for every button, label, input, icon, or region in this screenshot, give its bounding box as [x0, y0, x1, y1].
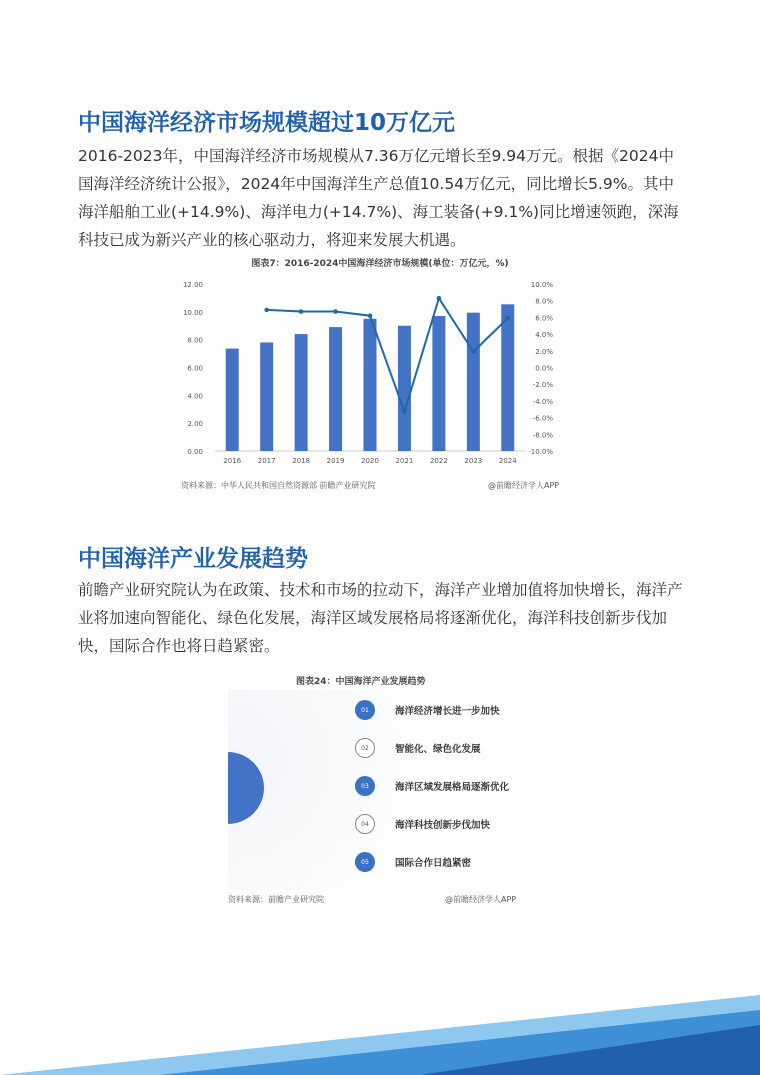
bar: [501, 304, 514, 451]
bar: [432, 316, 445, 451]
growth-point: [333, 309, 338, 314]
bar: [226, 349, 239, 451]
left-tick-label: 10.00: [182, 308, 203, 317]
chart-credit: @前瞻经济学人APP: [488, 481, 560, 490]
right-tick-label: 6.0%: [535, 314, 553, 323]
x-tick-label: 2020: [361, 457, 379, 465]
bar: [295, 334, 308, 451]
x-tick-label: 2018: [292, 457, 311, 465]
trend-label: 海洋经济增长进一步加快: [395, 706, 500, 717]
right-tick-label: 4.0%: [535, 331, 553, 340]
trend-item: [355, 852, 471, 872]
figure24-source: 资料来源：前瞻产业研究院: [228, 895, 324, 904]
trend-number-badge: 04: [355, 814, 375, 834]
x-tick-label: 2021: [395, 457, 414, 465]
x-tick-label: 2019: [326, 457, 345, 465]
growth-point: [368, 313, 373, 318]
right-tick-label: -6.0%: [532, 414, 553, 423]
section-body-trends: 前瞻产业研究院认为在政策、技术和市场的拉动下，海洋产业增加值将加快增长，海洋产业将加速向智能化、绿色化发展，海洋区域发展格局将逐渐优化，海洋科技创新步伐加快，国际合作也将日趋紧密。: [78, 581, 683, 655]
left-tick-label: 12.00: [182, 281, 203, 289]
left-tick-label: 0.00: [187, 448, 203, 456]
trend-label: 海洋科技创新步伐加快: [395, 820, 491, 831]
chart-source: 资料来源：中华人民共和国自然资源部 前瞻产业研究院: [181, 481, 376, 490]
right-tick-label: -2.0%: [532, 381, 553, 390]
growth-point: [264, 308, 269, 313]
bar: [364, 319, 377, 451]
bar: [329, 327, 342, 451]
left-tick-label: 2.00: [187, 420, 203, 429]
trend-item: [355, 776, 509, 796]
x-tick-label: 2024: [498, 457, 517, 465]
trend-item: [355, 814, 490, 834]
trend-number-badge: 03: [355, 776, 375, 796]
growth-point: [402, 409, 407, 414]
x-tick-label: 2023: [464, 457, 483, 465]
figure24-title: 图表24：中国海洋产业发展趋势: [296, 677, 426, 687]
trend-label: 智能化、绿色化发展: [395, 744, 481, 755]
bar: [398, 326, 411, 451]
chart-title: 图表7：2016-2024中国海洋经济市场规模(单位：万亿元，%): [251, 259, 509, 269]
bar: [260, 342, 273, 451]
left-tick-label: 6.00: [187, 364, 203, 373]
market-size-chart: [170, 270, 570, 475]
trend-label: 国际合作日趋紧密: [395, 858, 472, 869]
left-tick-label: 8.00: [187, 336, 203, 345]
trend-item: [355, 738, 481, 758]
right-tick-label: -4.0%: [532, 397, 553, 406]
bar: [467, 313, 480, 451]
growth-point: [437, 296, 442, 301]
growth-point: [505, 316, 510, 321]
section-title-trends: 中国海洋产业发展趋势: [78, 546, 308, 572]
growth-point: [471, 349, 476, 354]
right-tick-label: -8.0%: [532, 431, 553, 440]
trend-item: [355, 700, 500, 720]
left-tick-label: 4.00: [187, 392, 203, 401]
growth-point: [299, 309, 304, 314]
right-tick-label: 10.0%: [530, 281, 553, 289]
footer-wave-decoration: [0, 995, 760, 1075]
trend-number-badge: 02: [355, 738, 375, 758]
x-tick-label: 2016: [223, 457, 242, 465]
right-tick-label: 8.0%: [535, 297, 553, 306]
trend-label: 海洋区域发展格局逐渐优化: [395, 782, 510, 793]
trend-number-badge: 01: [355, 700, 375, 720]
x-tick-label: 2022: [429, 457, 448, 465]
right-tick-label: 0.0%: [535, 364, 553, 373]
right-tick-label: -10.0%: [528, 448, 553, 456]
figure24-credit: @前瞻经济学人APP: [445, 895, 517, 904]
section-title-market-size: 中国海洋经济市场规模超过10万亿元: [78, 110, 456, 136]
trend-number-badge: 05: [355, 852, 375, 872]
section-body-market-size: 2016-2023年，中国海洋经济市场规模从7.36万亿元增长至9.94万元。根据《2024中国海洋经济统计公报》，2024年中国海洋生产总值10.54万亿元，同比增长5.9%。其中海洋船舶工业(+14.9%)、海洋电力(+14.7%)、海工装备(+9.1%)同比增速领跑，深海科技已成为新兴产业的核心驱动力，将迎来发展大机遇。: [78, 147, 679, 249]
right-tick-label: 2.0%: [535, 347, 553, 356]
x-tick-label: 2017: [257, 457, 276, 465]
